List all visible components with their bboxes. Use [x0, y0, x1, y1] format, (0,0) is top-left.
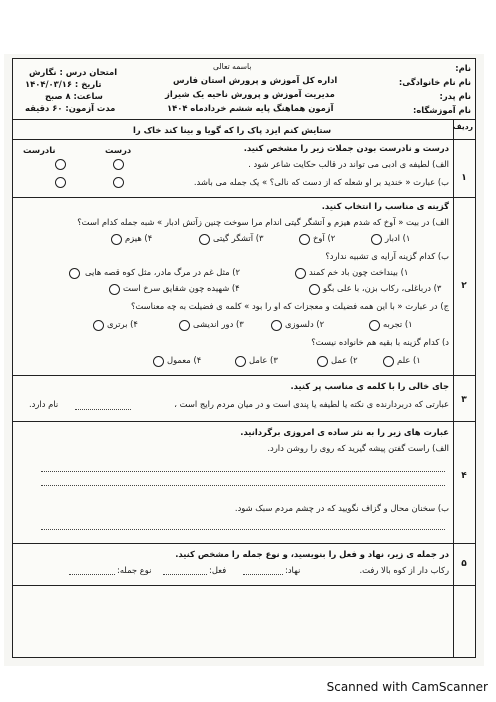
- q3-blank[interactable]: [75, 409, 131, 410]
- q1b-false-radio[interactable]: [55, 177, 66, 188]
- q2a-option-3[interactable]: ۳) آتشگر گیتی: [213, 233, 264, 243]
- exam-time: ساعت: ۸ صبح: [45, 91, 103, 101]
- q2d-option-3[interactable]: ۳) عامل: [249, 355, 278, 365]
- q2c-radio-1[interactable]: [369, 320, 380, 331]
- q2b-radio-3[interactable]: [309, 284, 320, 295]
- motto-divider: [13, 139, 475, 140]
- q2d-radio-4[interactable]: [153, 356, 164, 367]
- q2b-radio-2[interactable]: [69, 268, 80, 279]
- father-field: نام پدر:: [439, 91, 471, 101]
- q2b-radio-4[interactable]: [109, 284, 120, 295]
- exam-duration: مدت آزمون: ۶۰ دقیقه: [25, 103, 116, 113]
- q2d-radio-1[interactable]: [383, 356, 394, 367]
- q2a-option-4[interactable]: ۴) هیزم: [125, 233, 153, 243]
- q2c-option-4[interactable]: ۴) برتری: [107, 319, 138, 329]
- q2c-option-1[interactable]: ۱) تجربه: [383, 319, 413, 329]
- q2d-option-1[interactable]: ۱) علم: [397, 355, 421, 365]
- q1a-false-radio[interactable]: [55, 159, 66, 170]
- q5-sentence: رکاب دار از کوه بالا رفت.: [359, 565, 449, 575]
- org-subtitle: مدیریت آموزش و پرورش ناحیه یک شیراز: [165, 89, 335, 99]
- q5-type-blank[interactable]: [69, 574, 115, 575]
- q1-title: درست و نادرست بودن جملات زیر را مشخص کنید.: [243, 143, 449, 153]
- q2-item-c: ج) در عبارت « با این همه فضیلت و معجزات که او را بود » کلمه ی فضیلت به چه معناست؟: [130, 301, 449, 311]
- exam-paper: [4, 54, 484, 666]
- q3-text: عبارتی که دربردارنده ی نکته یا لطیفه یا پندی است و در میان مردم رایج است ،: [174, 399, 449, 409]
- question-number: ۵: [461, 559, 467, 569]
- q2a-option-1[interactable]: ۱) ادبار: [385, 233, 411, 243]
- q4b-answer-line[interactable]: [41, 529, 445, 530]
- q2a-radio-2[interactable]: [299, 234, 310, 245]
- basmala: باسمه تعالی: [213, 62, 252, 71]
- q2b-radio-1[interactable]: [295, 268, 306, 279]
- radif-label: ردیف: [452, 122, 473, 131]
- subject: امتحان درس : نگارش: [29, 67, 118, 77]
- q2b-option-3[interactable]: ۳) درباغلی، رکاب بزن، با علی بگو: [323, 283, 442, 293]
- top-margin: [4, 0, 492, 54]
- exam-date: تاریخ : ۱۴۰۴/۰۳/۱۶: [25, 79, 102, 89]
- family-field: نام نام خانوادگی:: [398, 77, 471, 87]
- q2c-radio-3[interactable]: [179, 320, 190, 331]
- header-divider: [13, 119, 475, 120]
- q2c-radio-2[interactable]: [271, 320, 282, 331]
- q2a-radio-1[interactable]: [371, 234, 382, 245]
- school-field: نام آموزشگاه:: [412, 105, 471, 115]
- q4-item-a: الف) راست گفتن پیشه گیرید که روی را روشن دارد.: [267, 443, 449, 453]
- question-number: ۳: [461, 395, 467, 405]
- q2b-option-1[interactable]: ۱) بینداخت چون باد خم کمند: [309, 267, 409, 277]
- radif-column-line: [453, 119, 454, 657]
- exam-title: آزمون هماهنگ پایه ششم خردادماه ۱۴۰۴: [167, 103, 334, 113]
- q2c-radio-4[interactable]: [93, 320, 104, 331]
- q3-tail: نام دارد.: [29, 399, 59, 409]
- question-number: ۲: [461, 281, 467, 291]
- question-number: ۱: [461, 173, 467, 183]
- q2d-option-4[interactable]: ۴) معمول: [167, 355, 202, 365]
- org-title: اداره کل آموزش و پرورش استان فارس: [173, 75, 338, 85]
- q4-divider: [13, 543, 475, 544]
- motto: ستایش کنم ایزد پاک را که گویا و بینا کند خاک را: [133, 125, 332, 135]
- q4a-answer-line[interactable]: [41, 485, 445, 486]
- q2a-radio-3[interactable]: [199, 234, 210, 245]
- question-number: ۴: [461, 471, 467, 481]
- q1-false-label: نادرست: [23, 145, 56, 155]
- q5-feel-label: فعل:: [209, 565, 227, 575]
- q2-divider: [13, 375, 475, 376]
- exam-sheet: [12, 58, 476, 658]
- q2-item-a: الف) در بیت « آوخ که شدم هیزم و آتشگر گیتی اندام مرا سوخت چنین زآتش ادبار » شبه جمله کدام است؟: [77, 217, 449, 227]
- q1a-true-radio[interactable]: [113, 159, 124, 170]
- q1-item-a: الف) لطیفه ی ادبی می تواند در قالب حکایت شاعر شود .: [248, 159, 449, 169]
- q5-feel-blank[interactable]: [163, 574, 207, 575]
- q4-item-b: ب) سخنان محال و گزاف نگویید که در چشم مردم سبک شود.: [234, 503, 449, 513]
- q2-item-d: د) کدام گزینه با بقیه هم خانواده نیست؟: [311, 337, 449, 347]
- q2-item-b: ب) کدام گزینه آرایه ی تشبیه ندارد؟: [325, 251, 449, 261]
- q4a-answer-line[interactable]: [41, 471, 445, 472]
- q1-item-b: ب) عبارت « خندید بر او شعله که از دست که نالی؟ » یک جمله می باشد.: [193, 177, 449, 187]
- q3-divider: [13, 421, 475, 422]
- q5-type-label: نوع جمله:: [117, 565, 152, 575]
- q2a-radio-4[interactable]: [111, 234, 122, 245]
- q5-divider: [13, 585, 475, 586]
- q4-title: عبارت های زیر را به نثر ساده ی امروزی برگردانید.: [240, 427, 449, 437]
- q1-divider: [13, 197, 475, 198]
- q2a-option-2[interactable]: ۲) آوخ: [313, 233, 336, 243]
- q3-title: جای خالی را با کلمه ی مناسب پر کنید.: [290, 381, 449, 391]
- name-field: نام:: [455, 63, 471, 73]
- q2-title: گزینه ی مناسب را انتخاب کنید.: [321, 201, 449, 211]
- q2d-radio-2[interactable]: [317, 356, 328, 367]
- q1b-true-radio[interactable]: [113, 177, 124, 188]
- q2b-option-4[interactable]: ۴) شهیده چون شقایق سرخ است: [123, 283, 240, 293]
- q2d-radio-3[interactable]: [235, 356, 246, 367]
- q2b-option-2[interactable]: ۲) مثل غم در مرگ مادر، مثل کوه قصه هایی: [85, 267, 241, 277]
- q1-true-label: درست: [105, 145, 132, 155]
- q5-nahad-blank[interactable]: [243, 574, 283, 575]
- q2c-option-3[interactable]: ۳) دور اندیشی: [193, 319, 244, 329]
- q2d-option-2[interactable]: ۲) عمل: [331, 355, 358, 365]
- q2c-option-2[interactable]: ۲) دلسوزی: [285, 319, 325, 329]
- q5-nahad-label: نهاد:: [285, 565, 301, 575]
- scanner-watermark: Scanned with CamScanner: [326, 680, 488, 694]
- q5-title: در جمله ی زیر، نهاد و فعل را بنویسید، و نوع جمله را مشخص کنید.: [175, 549, 449, 559]
